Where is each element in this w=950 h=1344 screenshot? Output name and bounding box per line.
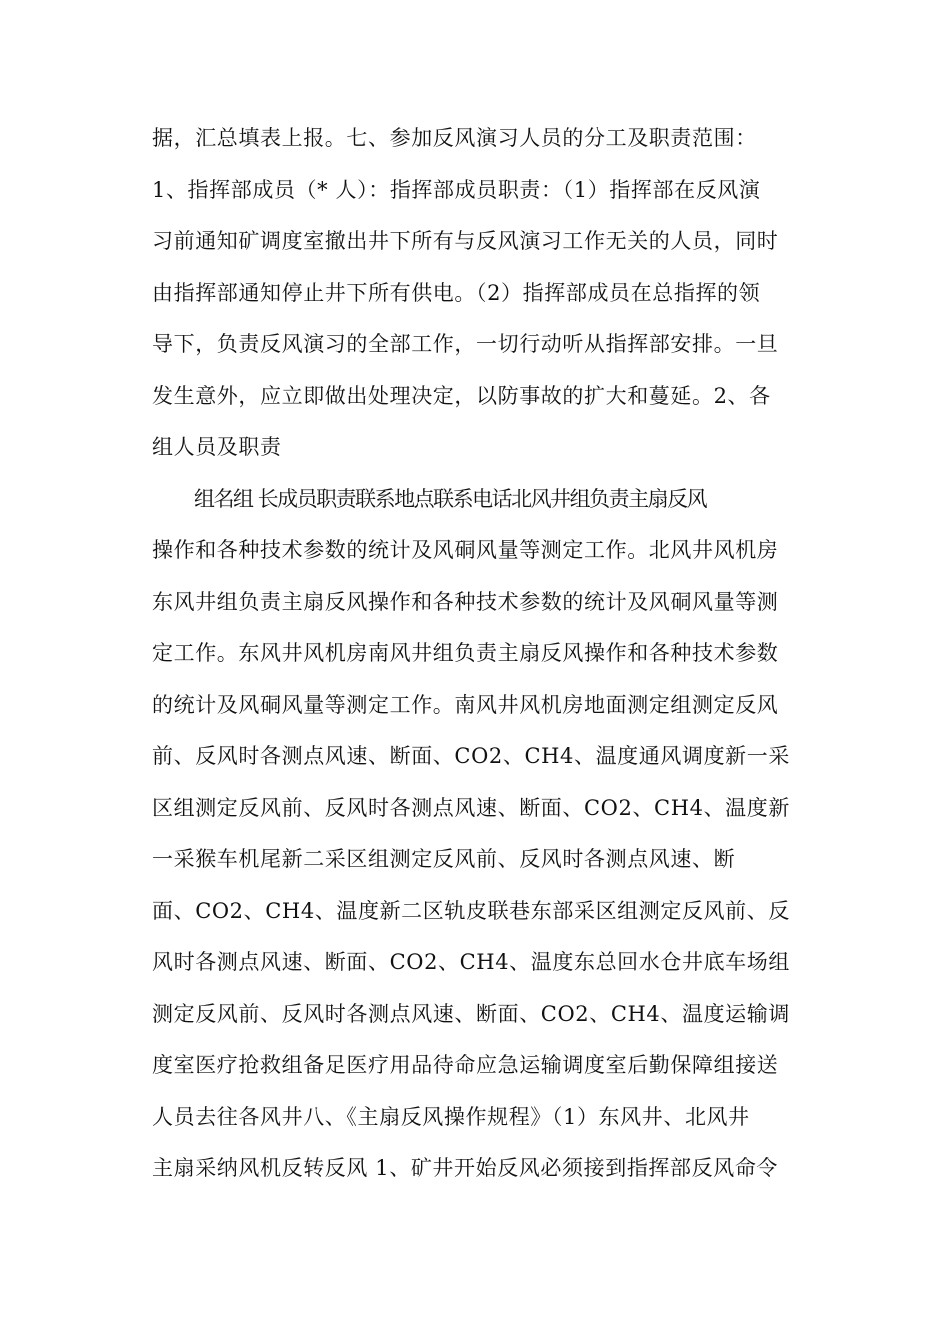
- text-line: 风时各测点风速、断面、CO2、CH4、温度东总回水仓井底车场组: [152, 950, 790, 974]
- text-line: 度室医疗抢救组备足医疗用品待命应急运输调度室后勤保障组接送: [152, 1053, 779, 1077]
- text-line: 区组测定反风前、反风时各测点风速、断面、CO2、CH4、温度新: [152, 796, 790, 820]
- text-line: 发生意外，应立即做出处理决定，以防事故的扩大和蔓延。2、各: [152, 384, 771, 408]
- text-line: 面、CO2、CH4、温度新二区轨皮联巷东部采区组测定反风前、反: [152, 899, 790, 923]
- text-line: 据，汇总填表上报。七、参加反风演习人员的分工及职责范围：: [152, 126, 757, 150]
- text-line: 前、反风时各测点风速、断面、CO2、CH4、温度通风调度新一采: [152, 744, 790, 768]
- text-line: 操作和各种技术参数的统计及风硐风量等测定工作。北风井风机房: [152, 538, 779, 562]
- text-line: 人员去往各风井八、《主扇反风操作规程》（1）东风井、北风井: [152, 1105, 750, 1129]
- text-line: 组名组 长成员职责联系地点联系电话北风井组负责主扇反风: [194, 487, 707, 511]
- text-line: 测定反风前、反风时各测点风速、断面、CO2、CH4、温度运输调: [152, 1002, 790, 1026]
- text-line: 东风井组负责主扇反风操作和各种技术参数的统计及风硐风量等测: [152, 590, 779, 614]
- text-line: 一采猴车机尾新二采区组测定反风前、反风时各测点风速、断: [152, 847, 736, 871]
- text-line: 1、指挥部成员（* 人）：指挥部成员职责：（1）指挥部在反风演: [152, 178, 761, 202]
- text-line: 定工作。东风井风机房南风井组负责主扇反风操作和各种技术参数: [152, 641, 779, 665]
- text-line: 主扇采纳风机反转反风 1、矿井开始反风必须接到指挥部反风命令: [152, 1156, 779, 1180]
- text-line: 由指挥部通知停止井下所有供电。（2）指挥部成员在总指挥的领: [152, 281, 761, 305]
- text-line: 习前通知矿调度室撤出井下所有与反风演习工作无关的人员，同时: [152, 229, 779, 253]
- text-line: 的统计及风硐风量等测定工作。南风井风机房地面测定组测定反风: [152, 693, 779, 717]
- text-line: 组人员及职责: [152, 435, 282, 459]
- text-line: 导下，负责反风演习的全部工作，一切行动听从指挥部安排。一旦: [152, 332, 779, 356]
